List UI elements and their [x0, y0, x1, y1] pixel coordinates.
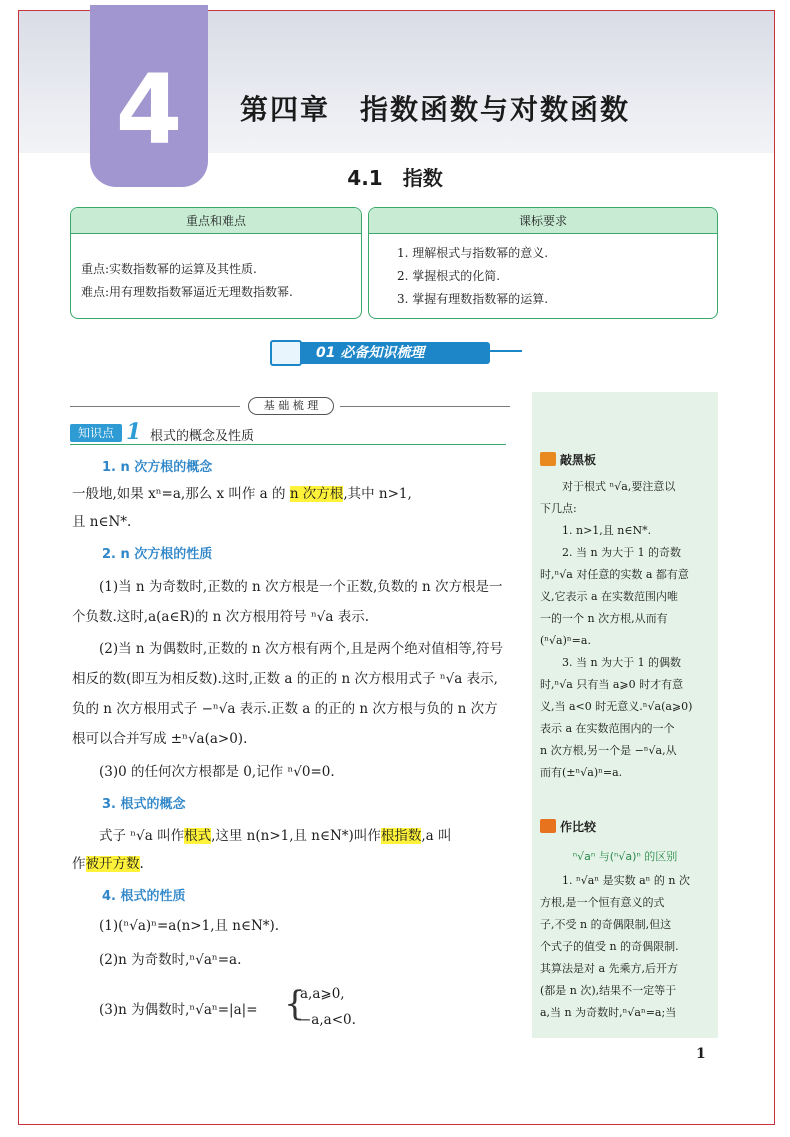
key-points-box: [70, 207, 362, 319]
text: .: [139, 856, 144, 872]
compare-icon: [540, 819, 556, 833]
text: ,这里 n(n>1,且 n∈N*)叫作: [211, 828, 381, 844]
text: 一般地,如果 xⁿ=a,那么 x 叫作 a 的: [72, 486, 290, 502]
sidebar-heading-emphasis: [540, 451, 596, 468]
heading-nth-root-properties: 2. n 次方根的性质: [102, 547, 213, 562]
sidebar-line: 对于根式 ⁿ√a,要注意以: [562, 480, 676, 493]
sidebar-line: (都是 n 次),结果不一定等于: [540, 984, 677, 997]
chapter-number: 4: [115, 54, 183, 166]
sidebar-line: 2. 当 n 为大于 1 的奇数: [562, 546, 682, 559]
sidebar-line: a,当 n 为奇数时,ⁿ√aⁿ=a;当: [540, 1006, 677, 1019]
curriculum-item: 2. 掌握根式的化简.: [397, 269, 501, 283]
banner-label: 01 必备知识梳理: [290, 342, 490, 364]
sidebar-subtitle: ⁿ√aⁿ 与(ⁿ√a)ⁿ 的区别: [572, 850, 678, 863]
sidebar-line: 其算法是对 a 先乘方,后开方: [540, 962, 679, 975]
highlight: 被开方数: [85, 856, 140, 872]
sidebar-line: 义,当 a<0 时无意义.ⁿ√a(a⩾0): [540, 700, 693, 713]
highlight: 根式: [184, 828, 212, 844]
sidebar-line: 一的一个 n 次方根,从而有: [540, 612, 668, 625]
curriculum-header: 课标要求: [369, 208, 717, 234]
key-point-item: 重点:实数指数幂的运算及其性质.: [81, 262, 257, 276]
sidebar-line: 1. ⁿ√aⁿ 是实数 aⁿ 的 n 次: [562, 874, 690, 887]
sub-heading: [70, 397, 510, 415]
key-points-header: 重点和难点: [71, 208, 361, 234]
chapter-title: 第四章 指数函数与对数函数: [240, 93, 631, 126]
sidebar-line: 表示 a 在实数范围内的一个: [540, 722, 675, 735]
heading-radical-concept: 3. 根式的概念: [102, 797, 186, 812]
paragraph: (2)当 n 为偶数时,正数的 n 次方根有两个,且是两个绝对值相等,符号相反的数(即互为相反数).这时,正数 a 的正的 n 次方根用式子 ⁿ√a 表示,负的 n 次方根用式子 −ⁿ√a 表示.正数 a 的正的 n 次方根与负的 n 次方根可以合并写成 ±ⁿ√a(a>0).: [72, 641, 504, 747]
paragraph: (3)0 的任何次方根都是 0,记作 ⁿ√0=0.: [99, 764, 335, 780]
paragraph: (2)n 为奇数时,ⁿ√aⁿ=a.: [99, 952, 242, 968]
highlight: n 次方根: [289, 486, 344, 502]
divider: [70, 406, 240, 407]
curriculum-item: 3. 掌握有理数指数幂的运算.: [397, 292, 549, 306]
knowledge-point-tag: 知识点: [70, 424, 122, 442]
sidebar-line: 3. 当 n 为大于 1 的偶数: [562, 656, 682, 669]
sidebar-line: 而有(±ⁿ√a)ⁿ=a.: [540, 766, 623, 779]
sidebar-line: 下几点:: [540, 502, 577, 515]
knowledge-point-title: 根式的概念及性质: [150, 429, 255, 444]
text: 式子 ⁿ√a 叫作: [99, 828, 185, 844]
knowledge-point-bar: [70, 419, 506, 445]
sub-heading-label: 基 础 梳 理: [248, 397, 334, 415]
folder-icon: [540, 452, 556, 466]
heading-radical-properties: 4. 根式的性质: [102, 889, 186, 904]
page-number: 1: [696, 1046, 706, 1062]
paragraph: (1)(ⁿ√a)ⁿ=a(n>1,且 n∈N*).: [99, 918, 280, 934]
paragraph: (1)当 n 为奇数时,正数的 n 次方根是一个正数,负数的 n 次方根是一个负数.这时,a(a∈R)的 n 次方根用符号 ⁿ√a 表示.: [72, 579, 503, 625]
case-line: −a,a<0.: [300, 1012, 356, 1028]
sidebar-line: 时,ⁿ√a 只有当 a⩾0 时才有意: [540, 678, 684, 691]
paragraph: (3)n 为偶数时,ⁿ√aⁿ=|a|=: [99, 1002, 258, 1018]
chapter-tab: [90, 5, 208, 187]
sidebar-notes: [540, 870, 712, 1024]
paragraph: [72, 826, 510, 846]
sidebar-line: 义,它表示 a 在实数范围内唯: [540, 590, 679, 603]
sidebar-line: 个式子的值受 n 的奇偶限制.: [540, 940, 679, 953]
brace: {: [284, 984, 306, 1024]
text: 作: [72, 856, 86, 872]
section-title: 4.1 指数: [347, 166, 443, 190]
sidebar-line: 时,ⁿ√a 对任意的实数 a 都有意: [540, 568, 689, 581]
paragraph: 且 n∈N*.: [72, 514, 132, 530]
text: ,a 叫: [421, 828, 452, 844]
sidebar-line: n 次方根,另一个是 −ⁿ√a,从: [540, 744, 677, 757]
sidebar-line: 方根,是一个恒有意义的式: [540, 896, 665, 909]
banner-tail: [488, 350, 522, 356]
text: ,其中 n>1,: [343, 486, 412, 502]
curriculum-box: [368, 207, 718, 319]
knowledge-point-number: 1: [126, 419, 142, 445]
paragraph: [72, 484, 510, 504]
text: 敲黑板: [560, 453, 597, 467]
divider: [340, 406, 510, 407]
sidebar-notes: [540, 476, 712, 784]
highlight: 根指数: [380, 828, 422, 844]
case-line: a,a⩾0,: [300, 986, 345, 1002]
sidebar-line: (ⁿ√a)ⁿ=a.: [540, 634, 591, 647]
sidebar-line: 子,不受 n 的奇偶限制,但这: [540, 918, 672, 931]
text: 作比较: [560, 820, 597, 834]
heading-nth-root-concept: 1. n 次方根的概念: [102, 460, 213, 475]
sidebar-heading-compare: [540, 818, 596, 835]
paragraph: [72, 854, 510, 874]
section-banner: [270, 340, 520, 366]
curriculum-item: 1. 理解根式与指数幂的意义.: [397, 246, 549, 260]
sidebar-line: 1. n>1,且 n∈N*.: [562, 524, 652, 537]
book-icon: [270, 340, 302, 366]
key-point-item: 难点:用有理数指数幂逼近无理数指数幂.: [81, 285, 293, 299]
